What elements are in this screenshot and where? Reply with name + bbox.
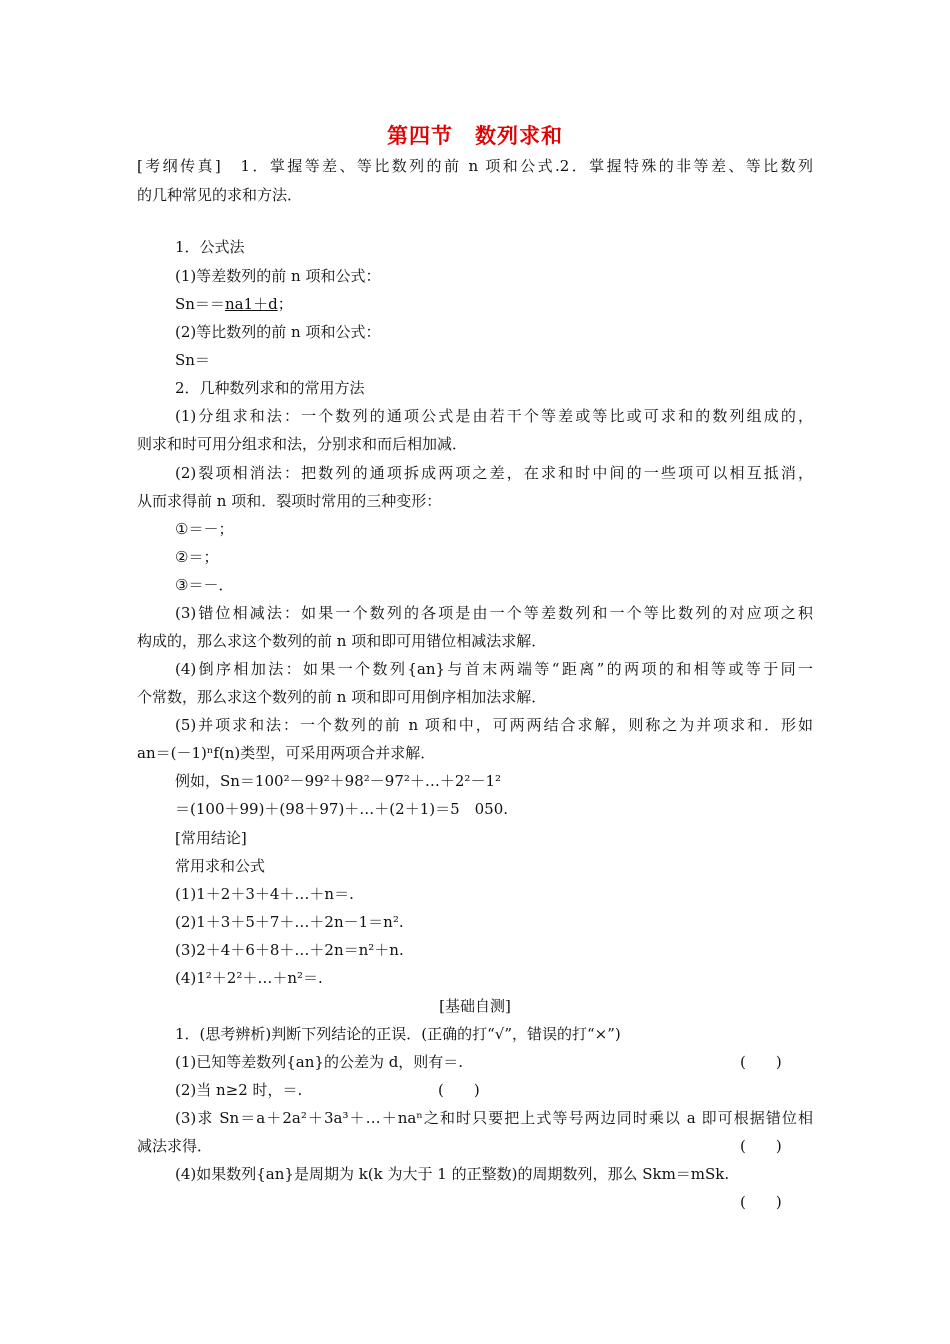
method-2-line-2: 从而求得前 n 项和．裂项时常用的三种变形： [137, 492, 442, 510]
variant-2: ②＝； [175, 548, 219, 566]
arithmetic-sum-formula [175, 294, 293, 314]
formula-1: (1)1＋2＋3＋4＋…＋n＝. [175, 885, 354, 903]
answer-blank-4[interactable]: ( ) [740, 1193, 782, 1211]
example-line-2: ＝(100＋99)＋(98＋97)＋…＋(2＋1)＝5 050. [175, 800, 509, 818]
method-1-line-2: 则求和时可用分组求和法，分别求和而后相加减． [137, 435, 468, 453]
statement-4: (4)如果数列{an}是周期为 k(k 为大于 1 的正整数)的周期数列，那么 Skm＝mSk. [175, 1165, 730, 1183]
example-line-1: 例如，Sn＝100²－99²＋98²－97²＋…＋2²－1² [175, 772, 501, 790]
arithmetic-formula-underlined: na1＋d [224, 295, 278, 313]
answer-blank-1[interactable]: ( ) [740, 1053, 782, 1071]
variant-3: ③＝－． [175, 576, 234, 594]
method-5-line-2: an＝(－1)ⁿf(n)类型，可采用两项合并求解． [137, 744, 436, 762]
self-test-heading: [基础自测] [439, 997, 511, 1015]
section-2-heading: 2．几种数列求和的常用方法 [175, 379, 365, 397]
method-3-line-1: (3)错位相减法：如果一个数列的各项是由一个等差数列和一个等比数列的对应项之积 [175, 604, 813, 622]
method-3-line-2: 构成的，那么求这个数列的前 n 项和即可用错位相减法求解． [137, 632, 547, 650]
intro-line-2: 的几种常见的求和方法． [137, 186, 303, 204]
method-1-line-1: (1)分组求和法：一个数列的通项公式是由若干个等差或等比或可求和的数列组成的， [175, 407, 813, 425]
method-4-line-2: 个常数，那么求这个数列的前 n 项和即可用倒序相加法求解． [137, 688, 547, 706]
method-4-line-1: (4)倒序相加法：如果一个数列{an}与首末两端等“距离”的两项的和相等或等于同一 [175, 660, 813, 678]
statement-2: (2)当 n≥2 时，＝. [175, 1081, 303, 1099]
method-2-line-1: (2)裂项相消法：把数列的通项拆成两项之差，在求和时中间的一些项可以相互抵消， [175, 464, 813, 482]
method-5-line-1: (5)并项求和法：一个数列的前 n 项和中，可两两结合求解，则称之为并项求和．形如 [175, 716, 813, 734]
conclusion-heading: [常用结论] [175, 829, 247, 847]
question-1: 1．(思考辨析)判断下列结论的正误．(正确的打“√”，错误的打“×”) [175, 1025, 621, 1043]
formula-4: (4)1²＋2²＋…＋n²＝. [175, 969, 323, 987]
section-1-heading: 1．公式法 [175, 238, 245, 256]
answer-blank-2[interactable]: ( ) [438, 1081, 480, 1099]
geometric-sum-label: (2)等比数列的前 n 项和公式： [175, 323, 381, 341]
page-title: 第四节 数列求和 [387, 124, 563, 148]
answer-blank-3[interactable]: ( ) [740, 1137, 782, 1155]
conclusion-subheading: 常用求和公式 [175, 857, 266, 875]
geometric-sum-formula: Sn＝ [175, 351, 210, 369]
intro-line-1: [考纲传真] 1．掌握等差、等比数列的前 n 项和公式.2．掌握特殊的非等差、等比数列 [137, 157, 813, 175]
formula-3: (3)2＋4＋6＋8＋…＋2n＝n²＋n. [175, 941, 404, 959]
arithmetic-formula-lhs: Sn＝＝ [175, 295, 225, 313]
arithmetic-sum-label: (1)等差数列的前 n 项和公式： [175, 267, 381, 285]
formula-2: (2)1＋3＋5＋7＋…＋2n－1＝n². [175, 913, 404, 931]
variant-1: ①＝－； [175, 520, 234, 538]
statement-3-line-1: (3)求 Sn＝a＋2a²＋3a³＋…＋naⁿ之和时只要把上式等号两边同时乘以 a 即可根据错位相 [175, 1109, 813, 1127]
statement-3-line-2: 减法求得． [137, 1137, 213, 1155]
arithmetic-formula-end: ； [277, 295, 293, 313]
statement-1: (1)已知等差数列{an}的公差为 d，则有＝. [175, 1053, 464, 1071]
